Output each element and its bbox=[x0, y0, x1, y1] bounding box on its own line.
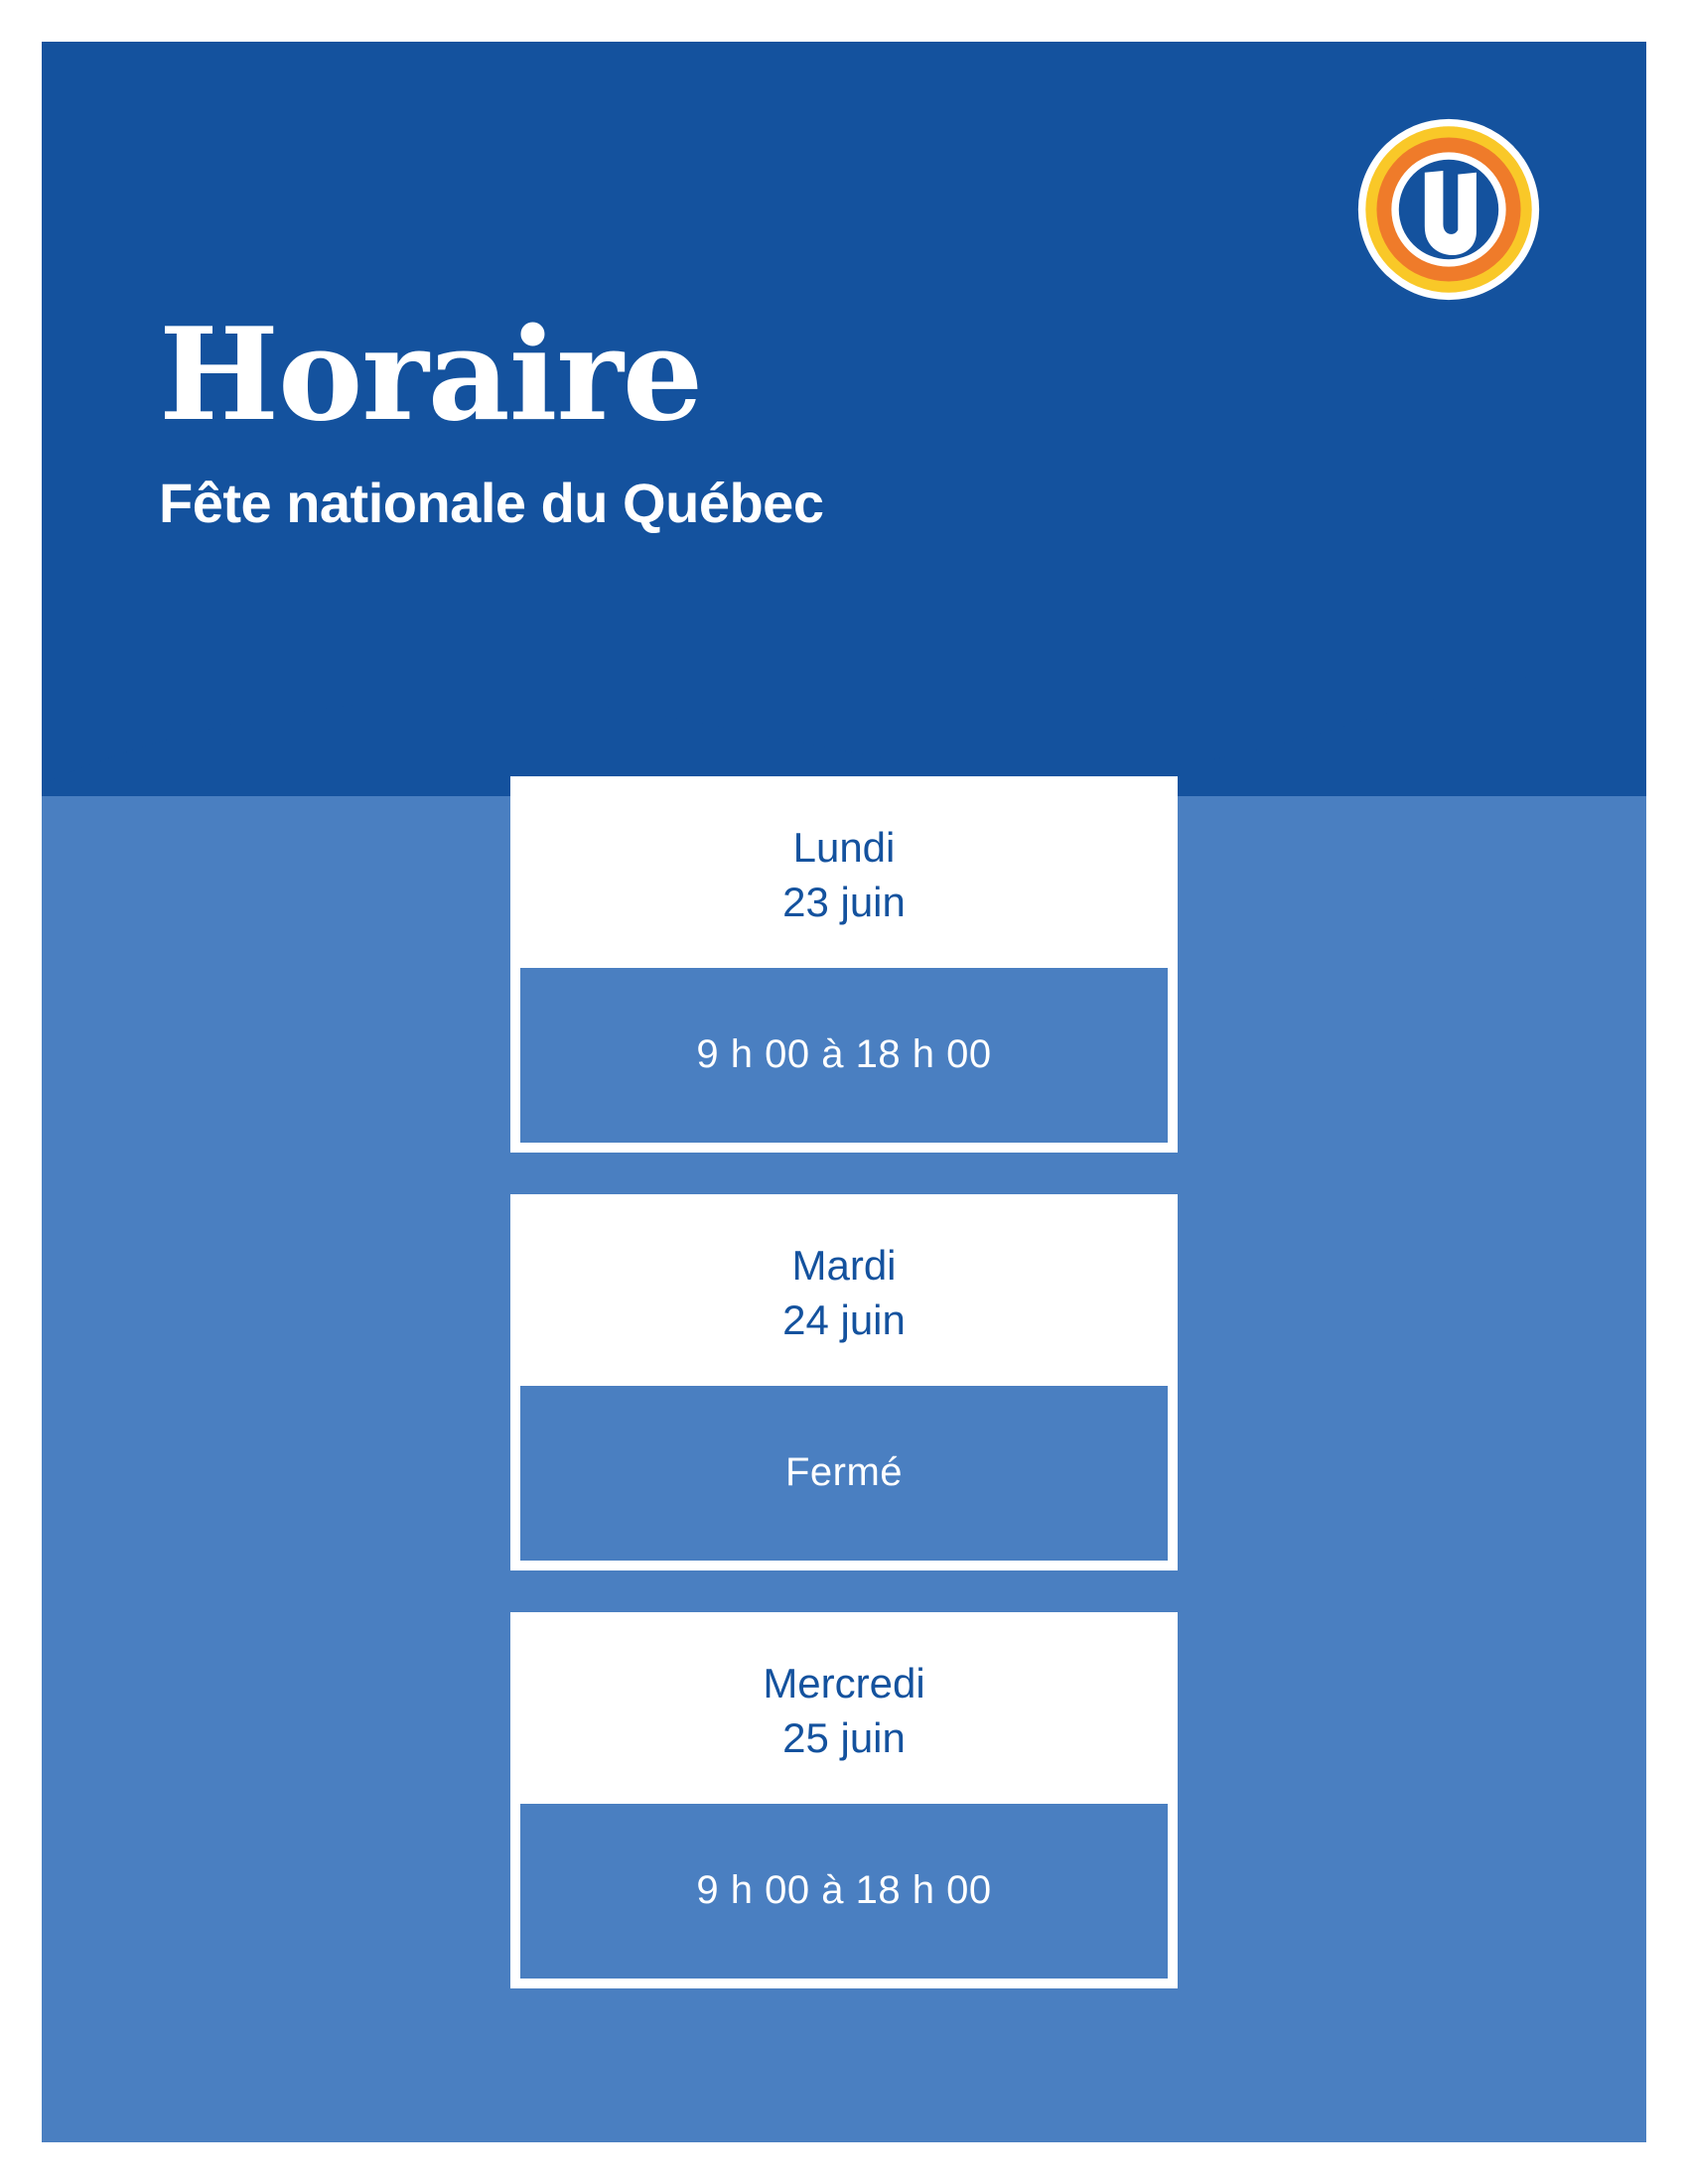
schedule-card-day bbox=[510, 776, 1178, 968]
schedule-card-day bbox=[510, 1612, 1178, 1804]
day-name: Mercredi bbox=[763, 1659, 925, 1706]
day-date: 24 juin bbox=[782, 1297, 906, 1344]
day-hours: 9 h 00 à 18 h 00 bbox=[520, 968, 1168, 1143]
schedule-card bbox=[510, 1194, 1178, 1570]
day-date: 23 juin bbox=[782, 879, 906, 926]
schedule-card bbox=[510, 1612, 1178, 1988]
page-title: Horaire bbox=[159, 301, 703, 450]
day-date: 25 juin bbox=[782, 1714, 906, 1762]
schedule-card-day bbox=[510, 1194, 1178, 1386]
day-name: Mardi bbox=[791, 1241, 897, 1289]
header-text bbox=[159, 301, 824, 534]
poster-canvas bbox=[42, 42, 1646, 2142]
schedule-list bbox=[42, 776, 1646, 1988]
day-hours: 9 h 00 à 18 h 00 bbox=[520, 1804, 1168, 1979]
universite-logo-icon bbox=[1356, 117, 1541, 302]
page-subtitle: Fête nationale du Québec bbox=[159, 472, 824, 534]
day-name: Lundi bbox=[792, 824, 896, 871]
day-hours: Fermé bbox=[520, 1386, 1168, 1561]
schedule-card bbox=[510, 776, 1178, 1153]
